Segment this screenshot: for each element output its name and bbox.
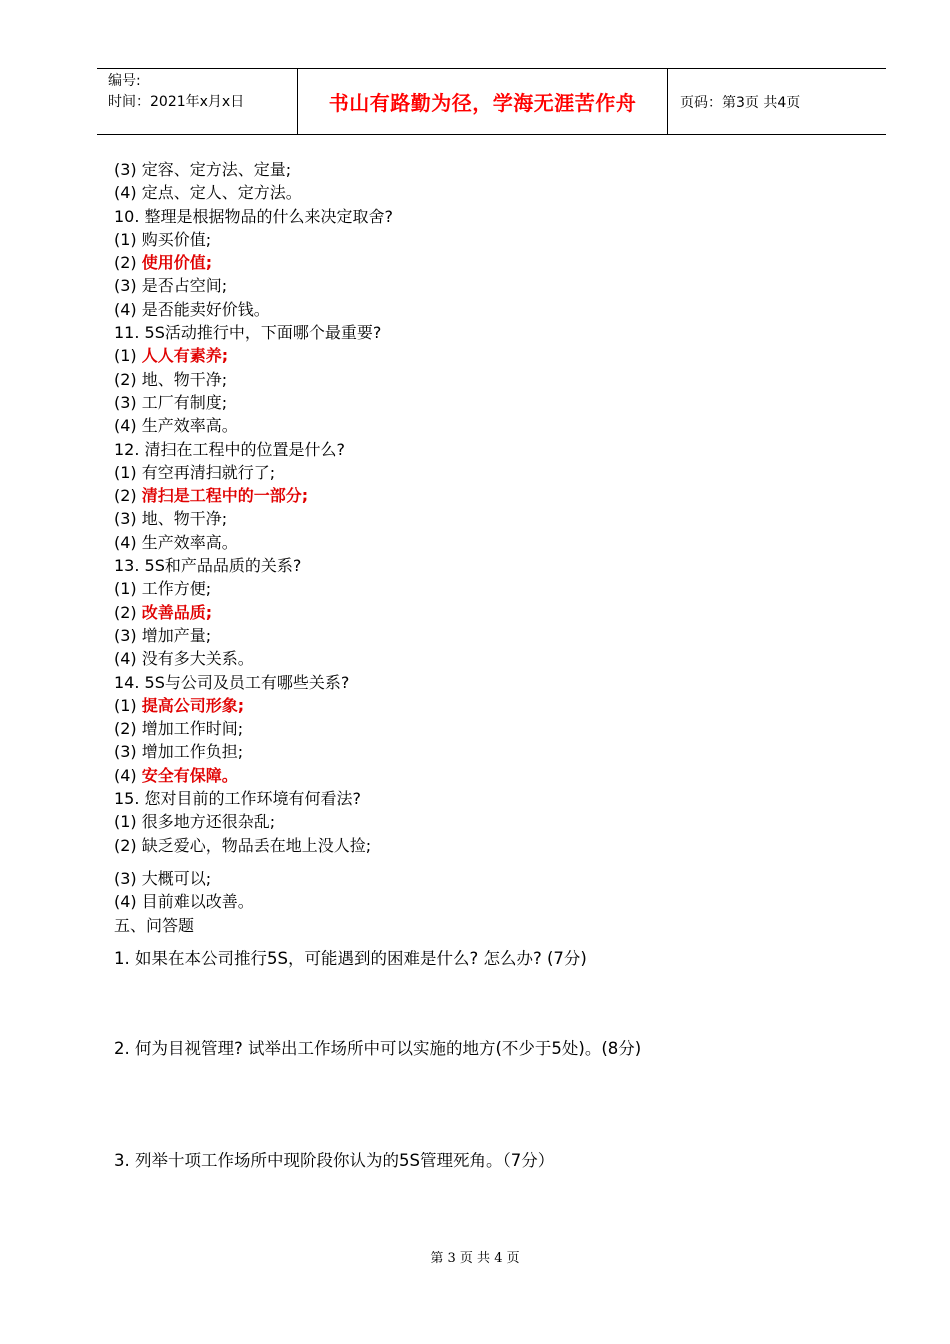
line-prefix: (2) bbox=[114, 486, 142, 506]
line-text: 增加产量; bbox=[141, 625, 212, 645]
line-prefix: (1) bbox=[114, 579, 142, 599]
line-text: 增加工作时间; bbox=[141, 719, 244, 739]
text-line bbox=[114, 694, 874, 717]
text-line bbox=[114, 181, 874, 204]
line-text: 地、物干净; bbox=[141, 509, 228, 529]
line-prefix: (1) bbox=[114, 462, 142, 482]
line-text: 没有多大关系。 bbox=[141, 649, 254, 669]
line-text: 目前难以改善。 bbox=[141, 892, 254, 912]
text-line bbox=[114, 368, 874, 391]
line-text: 有空再清扫就行了; bbox=[141, 462, 276, 482]
line-prefix: (3) bbox=[114, 509, 142, 529]
line-text: 5S活动推行中，下面哪个最重要? bbox=[144, 323, 382, 343]
line-text: 5S与公司及员工有哪些关系? bbox=[144, 672, 350, 692]
text-line bbox=[114, 647, 874, 670]
line-text: 大概可以; bbox=[141, 868, 212, 888]
line-text: 生产效率高。 bbox=[141, 416, 238, 436]
line-prefix: (4) bbox=[114, 765, 142, 785]
line-prefix: (4) bbox=[114, 532, 142, 552]
text-line bbox=[114, 671, 874, 694]
header-meta bbox=[97, 69, 298, 134]
text-line bbox=[114, 298, 874, 321]
line-prefix: (2) bbox=[114, 719, 142, 739]
text-line bbox=[114, 321, 874, 344]
line-prefix: (4) bbox=[114, 892, 142, 912]
line-text: 地、物干净; bbox=[141, 369, 228, 389]
text-line bbox=[114, 890, 874, 913]
line-text: 5S和产品品质的关系? bbox=[144, 556, 302, 576]
line-text: 是否占空间; bbox=[141, 276, 228, 296]
text-line bbox=[114, 764, 874, 787]
line-prefix: 15. bbox=[114, 789, 145, 809]
essay-question-3: 3. 列举十项工作场所中现阶段你认为的5S管理死角。（7分） bbox=[114, 1151, 555, 1170]
line-text: 定点、定人、定方法。 bbox=[141, 183, 302, 203]
line-prefix: (4) bbox=[114, 416, 142, 436]
text-line bbox=[114, 228, 874, 251]
line-prefix: 14. bbox=[114, 672, 145, 692]
line-text: 您对目前的工作环境有何看法? bbox=[144, 789, 362, 809]
text-line bbox=[114, 914, 874, 937]
text-line bbox=[114, 601, 874, 624]
question-body bbox=[114, 158, 874, 937]
text-line bbox=[114, 344, 874, 367]
text-line bbox=[114, 274, 874, 297]
question-lines-continued bbox=[114, 867, 874, 937]
text-line bbox=[114, 531, 874, 554]
essay-question-1: 1. 如果在本公司推行5S，可能遇到的困难是什么? 怎么办? (7分) bbox=[114, 949, 587, 968]
answer-text: 提高公司形象; bbox=[141, 695, 245, 715]
text-line bbox=[114, 251, 874, 274]
text-line bbox=[114, 438, 874, 461]
line-text: 缺乏爱心，物品丢在地上没人捡; bbox=[141, 835, 372, 855]
essay-question-2: 2. 何为目视管理? 试举出工作场所中可以实施的地方(不少于5处)。(8分) bbox=[114, 1039, 642, 1058]
text-line bbox=[114, 834, 874, 857]
text-line bbox=[114, 414, 874, 437]
line-prefix: (1) bbox=[114, 346, 142, 366]
text-line bbox=[114, 787, 874, 810]
question-lines bbox=[114, 158, 874, 857]
text-line bbox=[114, 158, 874, 181]
line-text: 工厂有制度; bbox=[141, 392, 228, 412]
text-line bbox=[114, 867, 874, 890]
line-prefix: (2) bbox=[114, 835, 142, 855]
line-prefix: (4) bbox=[114, 183, 142, 203]
line-text: 定容、定方法、定量; bbox=[141, 160, 292, 179]
time-label: 时间：2021年x月x日 bbox=[108, 94, 245, 110]
number-label: 编号: bbox=[108, 73, 141, 89]
line-text: 增加工作负担; bbox=[141, 742, 244, 762]
line-text: 生产效率高。 bbox=[141, 532, 238, 552]
answer-text: 使用价值; bbox=[141, 253, 213, 273]
line-prefix: (3) bbox=[114, 868, 142, 888]
line-prefix: (3) bbox=[114, 276, 142, 296]
line-prefix: (4) bbox=[114, 299, 142, 319]
line-text: 清扫在工程中的位置是什么? bbox=[144, 439, 346, 459]
text-line bbox=[114, 461, 874, 484]
text-line bbox=[114, 391, 874, 414]
line-prefix: (2) bbox=[114, 602, 142, 622]
line-prefix: (1) bbox=[114, 695, 142, 715]
text-line bbox=[114, 717, 874, 740]
line-prefix: (4) bbox=[114, 649, 142, 669]
line-prefix: 13. bbox=[114, 556, 145, 576]
answer-text: 安全有保障。 bbox=[141, 765, 238, 785]
line-prefix: (3) bbox=[114, 160, 142, 179]
line-prefix: (3) bbox=[114, 742, 142, 762]
line-prefix: (2) bbox=[114, 253, 142, 273]
line-text: 五、问答题 bbox=[114, 915, 195, 935]
text-line bbox=[114, 740, 874, 763]
line-text: 工作方便; bbox=[141, 579, 212, 599]
line-prefix: (2) bbox=[114, 369, 142, 389]
line-text: 整理是根据物品的什么来决定取舍? bbox=[144, 206, 394, 226]
text-line bbox=[114, 507, 874, 530]
line-prefix: (1) bbox=[114, 812, 142, 832]
text-line bbox=[114, 577, 874, 600]
line-prefix: (3) bbox=[114, 392, 142, 412]
line-prefix: (1) bbox=[114, 229, 142, 249]
text-line bbox=[114, 484, 874, 507]
line-text: 很多地方还很杂乱; bbox=[141, 812, 276, 832]
header-page-info: 页码：第3页 共4页 bbox=[680, 94, 801, 111]
line-prefix: 11. bbox=[114, 323, 145, 343]
page-header bbox=[97, 68, 886, 135]
text-line bbox=[114, 554, 874, 577]
answer-text: 清扫是工程中的一部分; bbox=[141, 486, 309, 506]
answer-text: 改善品质; bbox=[141, 602, 213, 622]
header-motto: 书山有路勤为径，学海无涯苦作舟 bbox=[298, 69, 668, 134]
text-line bbox=[114, 624, 874, 647]
line-text: 购买价值; bbox=[141, 229, 212, 249]
page-footer: 第 3 页 共 4 页 bbox=[430, 1251, 520, 1266]
line-text: 是否能卖好价钱。 bbox=[141, 299, 270, 319]
line-prefix: (3) bbox=[114, 625, 142, 645]
text-line bbox=[114, 205, 874, 228]
answer-text: 人人有素养; bbox=[141, 346, 229, 366]
line-prefix: 12. bbox=[114, 439, 145, 459]
line-prefix: 10. bbox=[114, 206, 145, 226]
text-line bbox=[114, 810, 874, 833]
